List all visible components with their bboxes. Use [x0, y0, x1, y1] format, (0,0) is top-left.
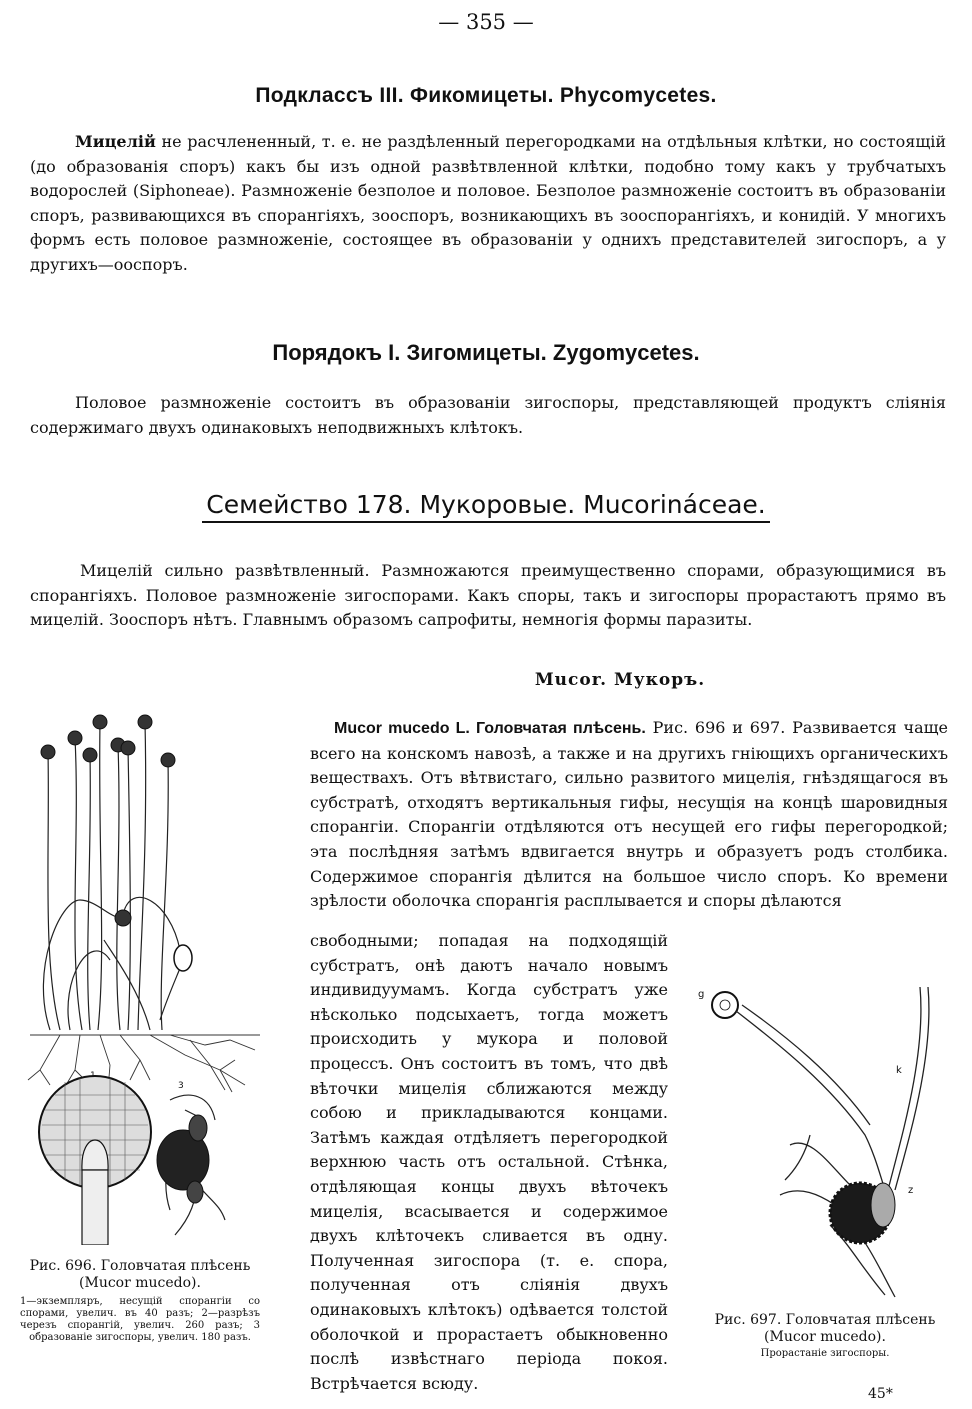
figure-696-illustration: [20, 700, 270, 1245]
figure-696-label-3: 3: [178, 1081, 184, 1091]
family-heading: [0, 490, 972, 519]
family-text-body: Мицелій сильно развѣтвленный. Размножаются преимущественно спорами, образующимися въ спорангіяхъ. Половое размноженіе зигоспорами. Какъ споры, такъ и зигоспоры прорастаютъ прямо въ мицелій. Зооспоръ нѣтъ. Главнымъ образомъ сапрофиты, немногія формы паразиты.: [30, 561, 946, 630]
species-lead: Mucor mucedo L. Головчатая плѣсень.: [334, 720, 646, 737]
subclass-heading: Подклассъ III. Фикомицеты. Phycomycetes.: [255, 84, 717, 107]
family-heading-text: Семейство 178. Мукоровые. Mucorináceae.: [202, 490, 770, 523]
figure-697-label-k: k: [896, 1065, 902, 1076]
figure-697-note: Прорастаніе зигоспоры.: [760, 1348, 890, 1359]
subclass-intro: [30, 130, 946, 278]
figure-697-label-g: g: [698, 989, 705, 1000]
figure-696-caption: Рис. 696. Головчатая плѣсень (Mucor mucedo).: [29, 1258, 251, 1291]
species-text-narrow: [310, 929, 668, 1396]
order-text: [30, 391, 946, 440]
order-text-body: Половое размноженіе состоитъ въ образованіи зигоспоры, представляющей продуктъ слiянія содержимаго двухъ одинаковыхъ неподвижныхъ клѣтокъ.: [30, 393, 946, 437]
intro-lead: Мицелій: [75, 132, 156, 151]
figure-696-note: 1—экземпляръ, несущій спорангіи со спорами, увелич. въ 40 разъ; 2—разрѣзъ черезъ спорангій, увелич. 260 разъ; 3 образованіе зигоспоры, увелич. 180 разъ.: [20, 1296, 260, 1343]
figure-696: [20, 700, 270, 1245]
intro-text: не расчлененный, т. е. не раздѣленный перегородками на отдѣльныя клѣтки, но состоящій (до образованія споръ) какъ бы изъ одной развѣтвленной клѣтки, подобно тому какъ у трубчатыхъ водорослей (Siphoneae). Размноженіе безполое и половое. Безполое размноженіе состоитъ въ образованіи споръ, развивающихся въ спорангіяхъ, зооспоръ, возникающихъ въ зооспорангіяхъ, и конидій. У многихъ формъ есть половое размноженіе, состоящее въ образованіи у однихъ представителей зигоспоръ, а у другихъ—ооспоръ.: [30, 132, 946, 274]
figure-697: [690, 975, 950, 1305]
order-heading: Порядокъ I. Зигомицеты. Zygomycetes.: [272, 340, 700, 365]
figure-697-label-z: z: [908, 1185, 914, 1196]
family-text: [30, 559, 946, 633]
species-text-wide-body: Рис. 696 и 697. Развивается чаще всего на конскомъ навозѣ, а также и на другихъ гніющихъ органическихъ веществахъ. Отъ вѣтвистаго, сильно развитого мицелія, гнѣздящагося въ субстратѣ, отходятъ вертикальныя гифы, несущія на концѣ шаровидныя спорангіи. Спорангіи отдѣляются отъ несущей его гифы перегородкой; эта послѣдняя затѣмъ вдвигается внутрь и образуетъ родъ столбика. Содержимое спорангія дѣлится на большое число споръ. Ко времени зрѣлости оболочка спорангія расплывается и споры дѣлаются: [310, 718, 948, 911]
signature-mark: 45*: [868, 1386, 893, 1402]
page-number: — 355 —: [438, 10, 534, 34]
figure-697-illustration: [690, 975, 950, 1305]
species-text-wide: [310, 716, 948, 914]
species-text-narrow-body: свободными; попадая на подходящій субстратъ, онѣ даютъ начало новымъ индивидуумамъ. Когда субстратъ уже нѣсколько подсыхаетъ, тогда можетъ происходить у мукора и половой процессъ. Онъ состоитъ въ томъ, что двѣ вѣточки мицелія сближаются между собою и прикладываются концами. Затѣмъ каждая отдѣляетъ перегородкой верхнюю часть отъ остальной. Стѣнка, отдѣляющая концы двухъ вѣточекъ мицелія, всасывается и содержимое двухъ клѣточекъ сливается въ одну. Полученная зигоспора (т. е. спора, полученная отъ слiянія двухъ одинаковыхъ клѣтокъ) одѣвается толстой оболочкой и прорастаетъ обыкновенно послѣ извѣстнаго періода покоя. Встрѣчается всюду.: [310, 931, 668, 1393]
figure-697-caption: Рис. 697. Головчатая плѣсень (Mucor mucedo).: [714, 1312, 936, 1345]
genus-heading: Mucor. Мукоръ.: [534, 670, 706, 690]
